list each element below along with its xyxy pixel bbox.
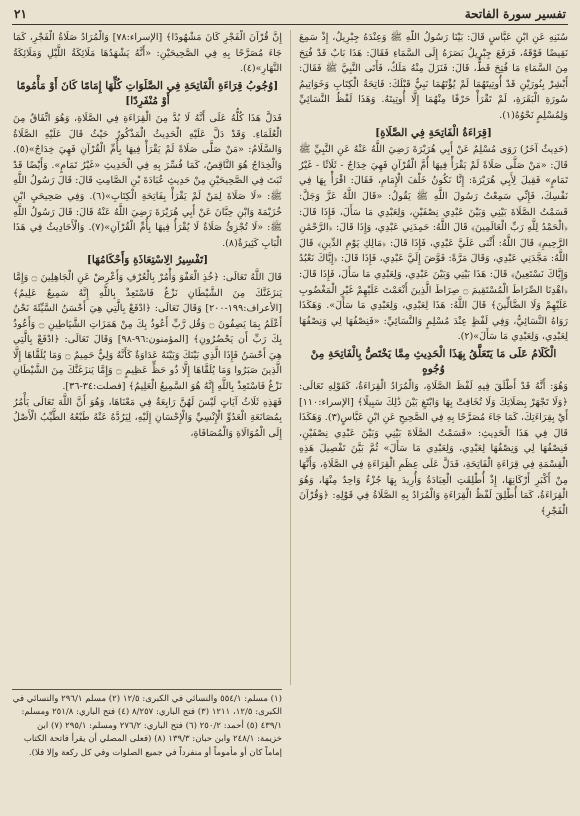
text-columns — [12, 30, 568, 685]
section-heading: [قِرَاءَةُ الْفَاتِحَةِ فِي الصَّلَاةِ] — [375, 126, 492, 139]
paragraph: وَهُوَ: أَنَّهُ قَدْ أَطْلَقَ فِيهِ لَفْظَ الصَّلَاةِ، وَالْمُرَادُ الْقِرَاءَةُ، كَقَوْلِهِ تَعَالَى: ﴿وَلَا تَجْهَرْ بِصَلَاتِكَ وَلَا تُخَافِتْ بِهَا وَابْتَغِ بَيْنَ ذَٰلِكَ سَبِيلًا﴾ [الإسراء:١١٠] أَيْ بِقِرَاءَتِكَ، كَمَا جَاءَ مُصَرَّحًا بِهِ فِي الصَّحِيحِ عَنِ ابْنِ عَبَّاسٍ(٣). وَهَكَذَا قَالَ فِي هَذَا الْحَدِيثِ: «قَسَمْتُ الصَّلَاةَ بَيْنِي وَبَيْنَ عَبْدِي نِصْفَيْنِ، فَنِصْفُهَا لِي وَنِصْفُهَا لِعَبْدِي، وَلِعَبْدِي مَا سَأَلَ» ثُمَّ بَيَّنَ تَفْصِيلَ هَذِهِ الْقِسْمَةِ فِي قِرَاءَةِ الْفَاتِحَةِ، فَدَلَّ عَلَى عِظَمِ الْقِرَاءَةِ فِي الصَّلَاةِ، وَأَنَّهَا مِنْ أَكْبَرِ أَرْكَانِهَا، إِذْ أُطْلِقَتِ الْعِبَادَةُ وَأُرِيدَ بِهَا جُزْءٌ وَاحِدٌ مِنْهَا، وَهُوَ الْقِرَاءَةُ، كَمَا أُطْلِقَ لَفْظُ الْقِرَاءَةِ وَالْمُرَادُ بِهِ الصَّلَاةُ فِي قَوْلِهِ: ﴿وَقُرْآنَ الْفَجْرِ﴾ — [299, 381, 568, 517]
section-heading: [وُجُوبُ قِرَاءَةِ الْفَاتِحَةِ فِي الصَّلَوَاتِ كُلِّهَا إِمَامًا كَانَ أَوْ مَأْمُومًا أَوْ مُنْفَرِدًا] — [16, 79, 279, 108]
paragraph: إِنَّ قُرْآنَ الْفَجْرِ كَانَ مَشْهُودًا﴾ [الإسراء:٧٨] وَالْمُرَادُ صَلَاةُ الْفَجْرِ، كَمَا جَاءَ مُصَرَّحًا بِهِ فِي الصَّحِيحَيْنِ: «أَنَّهُ يَشْهَدُهَا مَلَائِكَةُ اللَّيْلِ وَمَلَائِكَةُ النَّهَارِ»(٤). — [13, 32, 282, 75]
left-column — [13, 30, 291, 685]
footnotes: (١) مسلم: ٥٥٤/١ والنسائي في الكبرى: ١٢/٥ (٢) مسلم ٢٩٦/١ والنسائي في الكبرى: ١٢/٥، ١٢١١ (٣) فتح الباري: ٨/٢٥٧ (٤) فتح الباري: ٢٥١/٨ ومسلم: ٤٣٩/١ (٥) أحمد: ٢٥٠/٢ (٦) فتح الباري: ٢٧٦/٢ ومسلم: ٢٩٥/١ (٧) ابن خزيمة: ٢٤٨/١ وابن حبان: ١٣٩/٣ (٨) (فعلى المصلي أن يقرأ فاتحة الكتاب إماماً كان أو مأموماً أو منفرداً في جميع الصلوات وفي كل ركعة وإلا فلا). — [12, 689, 282, 760]
section-heading: الْكَلَامُ عَلَى مَا يَتَعَلَّقُ بِهَذَا الْحَدِيثِ مِمَّا يَخْتَصُّ بِالْفَاتِحَةِ مِنْ وُجُوهٍ — [310, 347, 557, 376]
footnotes-area — [12, 685, 568, 760]
section-heading: [تَفْسِيرُ الِاسْتِعَاذَةِ وَأَحْكَامُهَا] — [86, 254, 209, 267]
page-header — [12, 6, 568, 25]
page-number: ٢١ — [14, 7, 27, 21]
paragraph: سُنَنِهِ عَنِ ابْنِ عَبَّاسٍ قَالَ: بَيْنَا رَسُولُ اللَّهِ ﷺ وَعِنْدَهُ جِبْرِيلُ، إِذْ سَمِعَ نَقِيضًا فَوْقَهُ، فَرَفَعَ جِبْرِيلُ بَصَرَهُ إِلَى السَّمَاءِ فَقَالَ: هَذَا بَابٌ قَدْ فُتِحَ مِنَ السَّمَاءِ مَا فُتِحَ قَطُّ، قَالَ: فَنَزَلَ مِنْهُ مَلَكٌ، فَأَتَى النَّبِيَّ ﷺ فَقَالَ: أَبْشِرْ بِنُورَيْنِ قَدْ أُوتِيتَهُمَا لَمْ يُؤْتَهُمَا نَبِيٌّ قَبْلَكَ: فَاتِحَةُ الْكِتَابِ وَخَوَاتِيمُ سُورَةِ الْبَقَرَةِ، لَمْ تَقْرَأْ حَرْفًا مِنْهُمَا إِلَّا أُوتِيتَهُ. وَهَذَا لَفْظُ النَّسَائِيِّ وَلِمُسْلِمٍ نَحْوُهُ(١). — [299, 32, 568, 121]
paragraph: قَالَ اللَّهُ تَعَالَى: ﴿خُذِ الْعَفْوَ وَأْمُرْ بِالْعُرْفِ وَأَعْرِضْ عَنِ الْجَاهِلِينَ ۝ وَإِمَّا يَنزَغَنَّكَ مِنَ الشَّيْطَانِ نَزْغٌ فَاسْتَعِذْ بِاللَّهِ إِنَّهُ سَمِيعٌ عَلِيمٌ﴾ [الأعراف:١٩٩-٢٠٠] وَقَالَ تَعَالَى: ﴿ادْفَعْ بِالَّتِي هِيَ أَحْسَنُ السَّيِّئَةَ نَحْنُ أَعْلَمُ بِمَا يَصِفُونَ ۝ وَقُل رَّبِّ أَعُوذُ بِكَ مِنْ هَمَزَاتِ الشَّيَاطِينِ ۝ وَأَعُوذُ بِكَ رَبِّ أَن يَحْضُرُونِ﴾ [المؤمنون:٩٦-٩٨] وَقَالَ تَعَالَى: ﴿ادْفَعْ بِالَّتِي هِيَ أَحْسَنُ فَإِذَا الَّذِي بَيْنَكَ وَبَيْنَهُ عَدَاوَةٌ كَأَنَّهُ وَلِيٌّ حَمِيمٌ ۝ وَمَا يُلَقَّاهَا إِلَّا الَّذِينَ صَبَرُوا وَمَا يُلَقَّاهَا إِلَّا ذُو حَظٍّ عَظِيمٍ ۝ وَإِمَّا يَنزَغَنَّكَ مِنَ الشَّيْطَانِ نَزْغٌ فَاسْتَعِذْ بِاللَّهِ إِنَّهُ هُوَ السَّمِيعُ الْعَلِيمُ﴾ [فصلت:٣٤-٣٦]. — [13, 271, 282, 393]
right-column — [291, 30, 568, 685]
paragraph: فَهَذِهِ ثَلَاثُ آيَاتٍ لَيْسَ لَهُنَّ رَابِعَةٌ فِي مَعْنَاهَا، وَهُوَ أَنَّ اللَّهَ تَعَالَى يَأْمُرُ بِمُصَانَعَةِ الْعَدُوِّ الْإِنْسِيِّ وَالْإِحْسَانِ إِلَيْهِ، لِيَرُدَّهُ عَنْهُ طَبْعُهُ الطَّيِّبُ الْأَصْلُ إِلَى الْمُوَالَاةِ وَالْمُصَافَاةِ، — [13, 396, 282, 439]
running-title: تفسير سورة الفاتحة — [464, 7, 566, 21]
paragraph: (حَدِيثٌ آخَرُ) رَوَى مُسْلِمٌ عَنْ أَبِي هُرَيْرَةَ رَضِيَ اللَّهُ عَنْهُ عَنِ النَّبِيِّ ﷺ قَالَ: «مَنْ صَلَّى صَلَاةً لَمْ يَقْرَأْ فِيهَا أُمَّ الْقُرْآنِ فَهِيَ خِدَاجٌ - ثَلَاثًا - غَيْرُ تَمَامٍ» فَقِيلَ لِأَبِي هُرَيْرَةَ: إِنَّا نَكُونُ خَلْفَ الْإِمَامِ، فَقَالَ: اقْرَأْ بِهَا فِي نَفْسِكَ، فَإِنِّي سَمِعْتُ رَسُولَ اللَّهِ ﷺ يَقُولُ: «قَالَ اللَّهُ عَزَّ وَجَلَّ: قَسَمْتُ الصَّلَاةَ بَيْنِي وَبَيْنَ عَبْدِي نِصْفَيْنِ، وَلِعَبْدِي مَا سَأَلَ، فَإِذَا قَالَ: ﴿الْحَمْدُ لِلَّهِ رَبِّ الْعَالَمِينَ﴾ قَالَ اللَّهُ: حَمِدَنِي عَبْدِي، وَإِذَا قَالَ: ﴿الرَّحْمَٰنِ الرَّحِيمِ﴾ قَالَ اللَّهُ: أَثْنَى عَلَيَّ عَبْدِي، فَإِذَا قَالَ: ﴿مَالِكِ يَوْمِ الدِّينِ﴾ قَالَ اللَّهُ: مَجَّدَنِي عَبْدِي، وَقَالَ مَرَّةً: فَوَّضَ إِلَيَّ عَبْدِي، فَإِذَا قَالَ: ﴿إِيَّاكَ نَعْبُدُ وَإِيَّاكَ نَسْتَعِينُ﴾ قَالَ: هَذَا بَيْنِي وَبَيْنَ عَبْدِي، وَلِعَبْدِي مَا سَأَلَ، فَإِذَا قَالَ: ﴿اهْدِنَا الصِّرَاطَ الْمُسْتَقِيمَ ۝ صِرَاطَ الَّذِينَ أَنْعَمْتَ عَلَيْهِمْ غَيْرِ الْمَغْضُوبِ عَلَيْهِمْ وَلَا الضَّالِّينَ﴾ قَالَ اللَّهُ: هَذَا لِعَبْدِي، وَلِعَبْدِي مَا سَأَلَ». وَهَكَذَا رَوَاهُ النَّسَائِيُّ، وَفِي لَفْظٍ عِنْدَ مُسْلِمٍ وَالنَّسَائِيِّ: «فَنِصْفُهَا لِي وَنِصْفُهَا لِعَبْدِي، وَلِعَبْدِي مَا سَأَلَ»(٢). — [299, 144, 568, 343]
footnote-spacer — [282, 685, 568, 760]
paragraph: فَدَلَّ هَذَا كُلُّهُ عَلَى أَنَّهُ لَا بُدَّ مِنَ الْقِرَاءَةِ فِي الصَّلَاةِ، وَهُوَ اتِّفَاقٌ مِنَ الْعُلَمَاءِ. وَقَدْ دَلَّ عَلَيْهِ الْحَدِيثُ الْمَذْكُورُ حَيْثُ قَالَ عَلَيْهِ الصَّلَاةُ وَالسَّلَامُ: «مَنْ صَلَّى صَلَاةً لَمْ يَقْرَأْ فِيهَا بِأُمِّ الْقُرْآنِ فَهِيَ خِدَاجٌ»(٥). وَالْخِدَاجُ هُوَ النَّاقِصُ، كَمَا فُسِّرَ بِهِ فِي الْحَدِيثِ «غَيْرُ تَمَامٍ». وَأَيْضًا قَدْ ثَبَتَ فِي الصَّحِيحَيْنِ مِنْ حَدِيثِ عُبَادَةَ بْنِ الصَّامِتِ قَالَ: قَالَ رَسُولُ اللَّهِ ﷺ: «لَا صَلَاةَ لِمَنْ لَمْ يَقْرَأْ بِفَاتِحَةِ الْكِتَابِ»(٦). وَفِي صَحِيحَيِ ابْنِ خُزَيْمَةَ وَابْنِ حِبَّانَ عَنْ أَبِي هُرَيْرَةَ رَضِيَ اللَّهُ عَنْهُ قَالَ: قَالَ رَسُولُ اللَّهِ ﷺ: «لَا تُجْزِئُ صَلَاةٌ لَا يُقْرَأُ فِيهَا بِأُمِّ الْقُرْآنِ»(٧). وَالْأَحَادِيثُ فِي هَذَا الْبَابِ كَثِيرَةٌ(٨). — [13, 112, 282, 249]
